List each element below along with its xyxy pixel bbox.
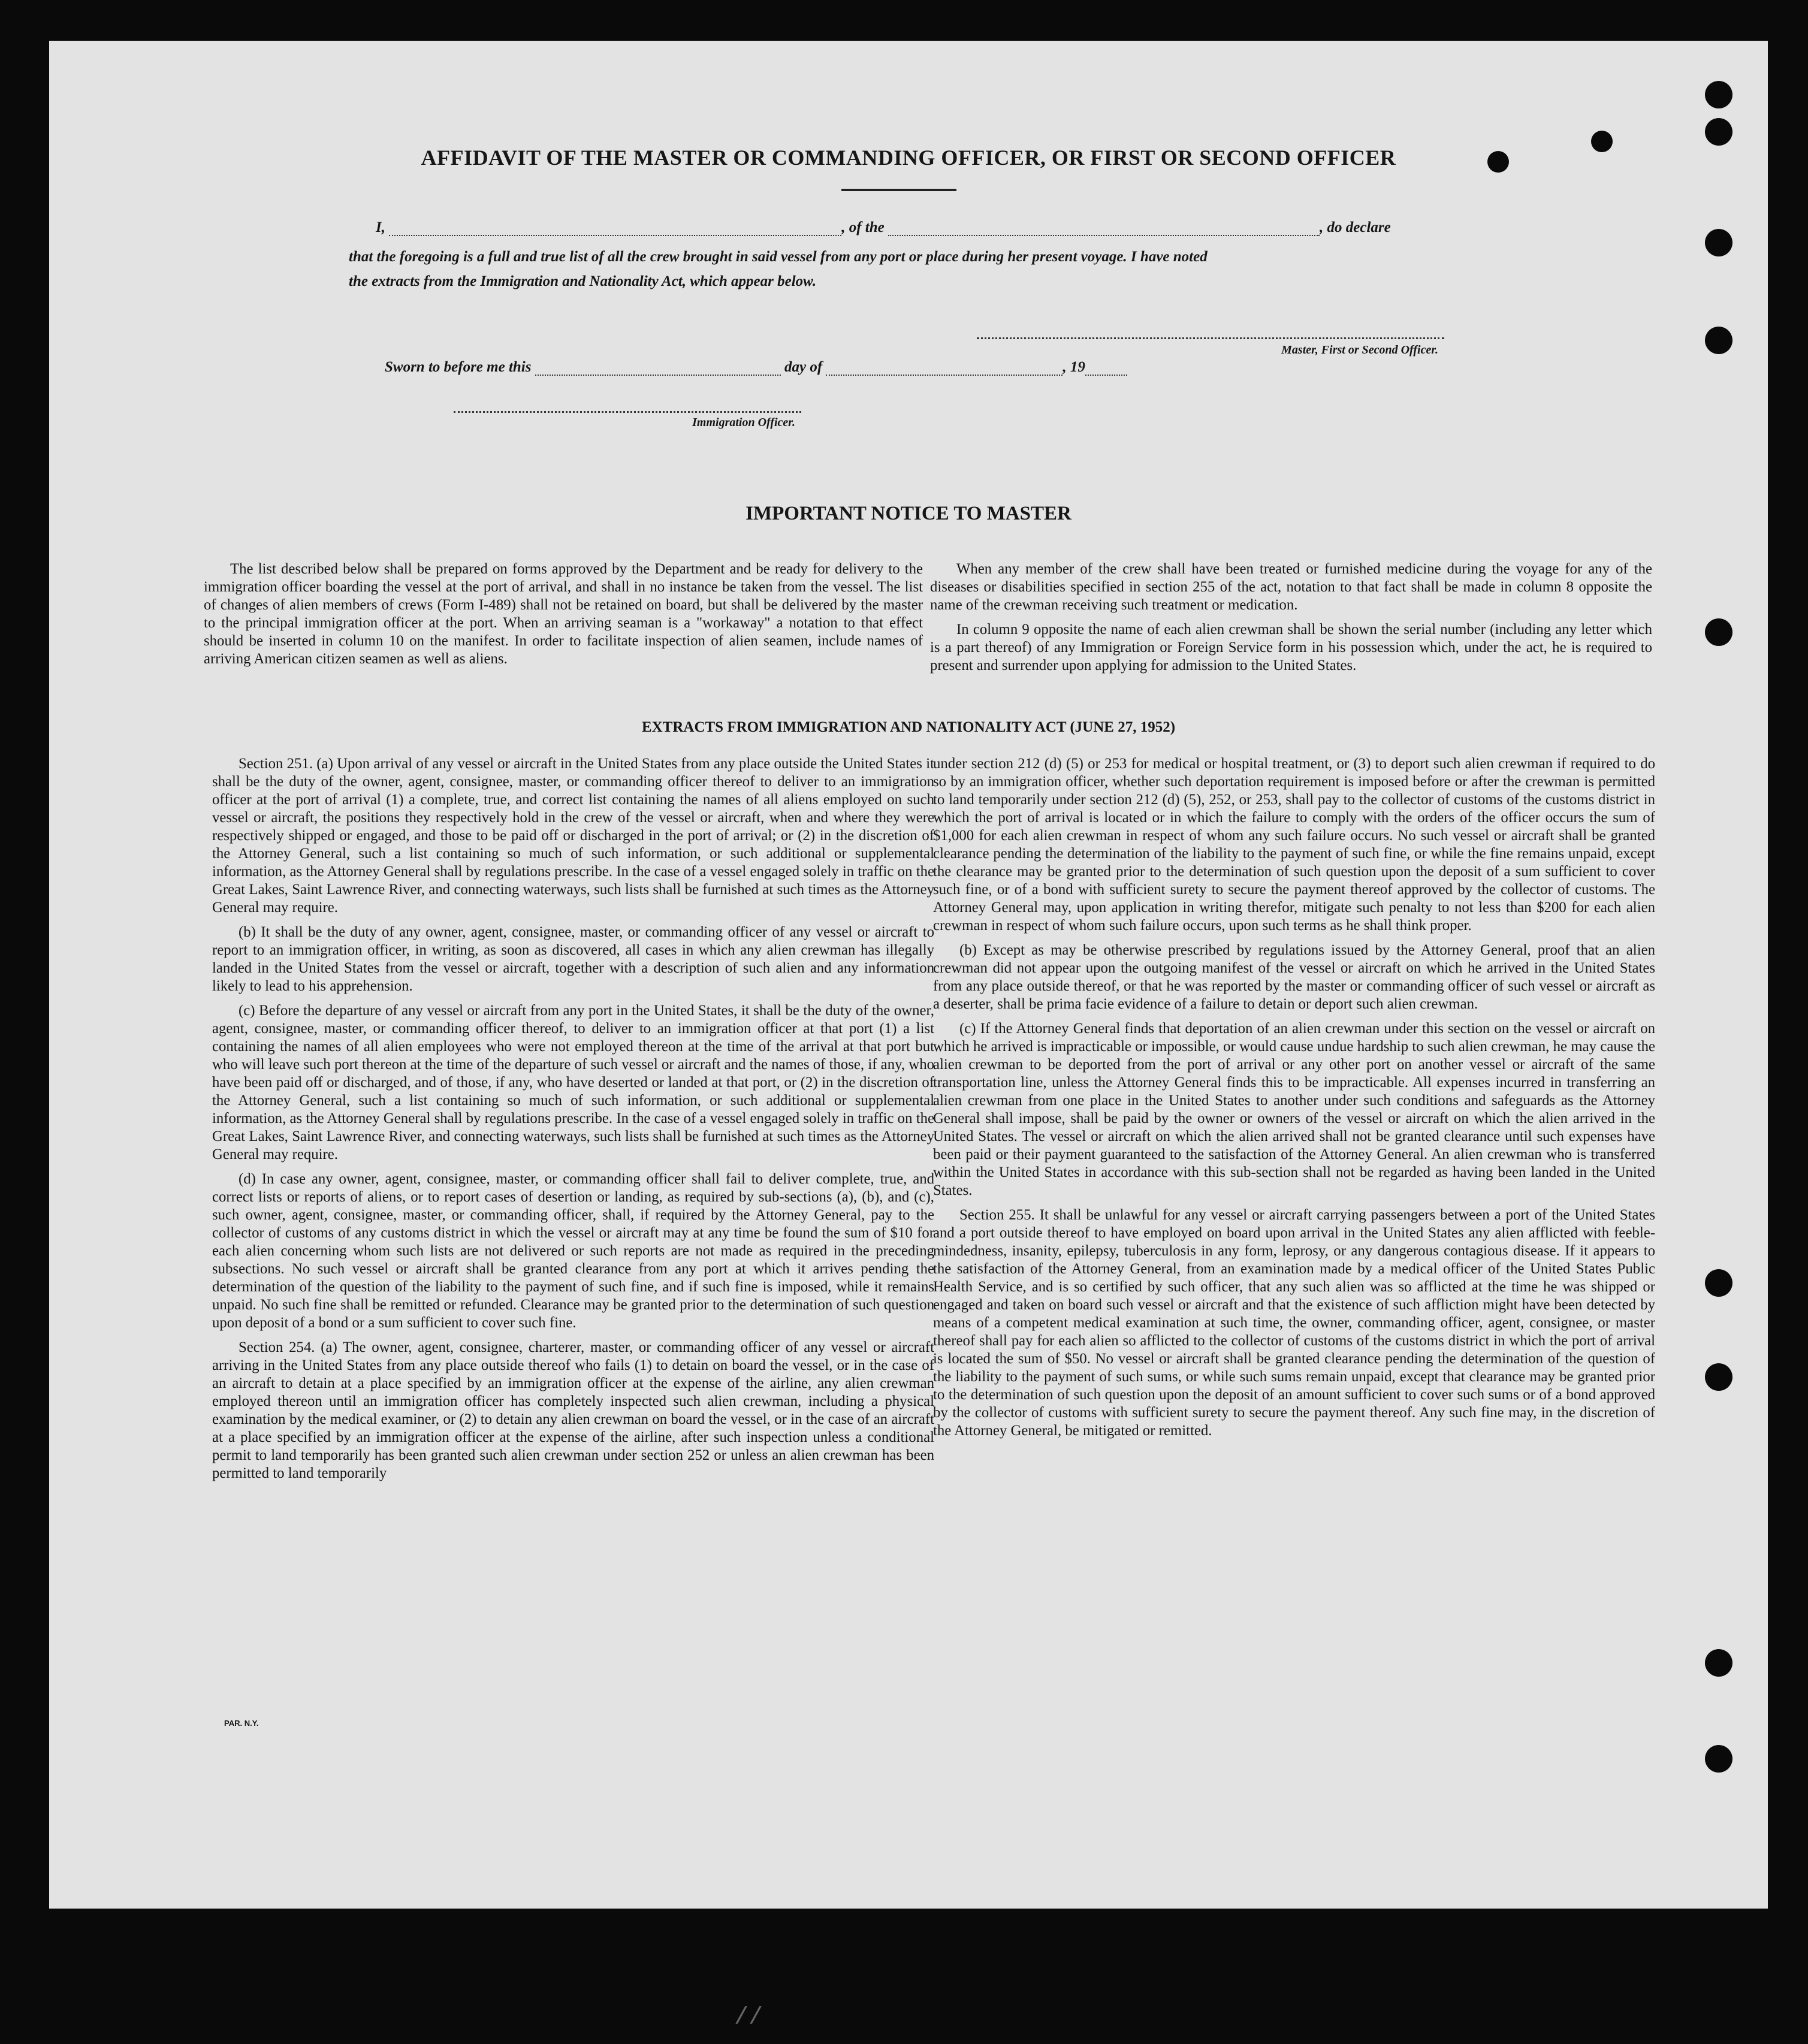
binder-hole — [1705, 1745, 1732, 1773]
notice-right-paragraph: When any member of the crew shall have been treated or furnished medicine during the voyage for any of the diseases or disabilities specified in section 255 of the act, notation to that fact shall be made in column 8 opposite the name of the crewman receiving such treatment or medication. — [930, 561, 1652, 613]
vessel-name-field[interactable] — [888, 221, 1320, 236]
sworn-year-field[interactable] — [1085, 360, 1127, 376]
declaration-line-2: that the foregoing is a full and true list of all the crew brought in said vessel from any port or place during her present voyage. I have noted — [349, 249, 1208, 265]
extract-paragraph: (c) Before the departure of any vessel or aircraft from any port in the United States, it shall be the duty of the owner, agent, consignee, master, or commanding officer thereof, to deliver to an immigration officer at that port (1) a list containing the names of all alien employees who were not employed thereon at the time of the arrival at that port but who will leave such port thereon at the time of the departure of such vessel or aircraft and the names of those, if any, who have been paid off or discharged, and of those, if any, who have deserted or landed at that port, or (2) in the discretion of the Attorney General, such a list containing so much of such information, or such additional or supplemental information, as the Attorney General shall by regulations prescribe. In the case of a vessel engaged solely in traffic on the Great Lakes, Saint Lawrence River, and connecting waterways, such lists shall be furnished at such times as the Attorney General may require. — [212, 1003, 934, 1163]
declaration-of-the: , of the — [841, 219, 885, 236]
extract-paragraph: Section 255. It shall be unlawful for any vessel or aircraft carrying passengers between a port of the United States and a port outside thereof to have employed on board upon arrival in the United States any alien afflicted with feeble-mindedness, insanity, epilepsy, tuberculosis in any form, leprosy, or any dangerous contagious disease. If it appears to the satisfaction of the Attorney General, from an examination made by a medical officer of the United States Public Health Service, and is so certified by such officer, that any such alien was so afflicted at the time he was shipped or engaged and taken on board such vessel or aircraft and that the existence of such affliction might have been detected by means of a competent medical examination at such time, the owner, commanding officer, agent, consignee, or master thereof shall pay for each alien so afflicted to the collector of customs of the customs district in which the port of arrival is located the sum of $50. No vessel or aircraft shall be granted clearance pending the determination of the question of the liability to the payment of such sums, or while such sums remain unpaid, except that clearance may be granted prior to the determination of such question upon the deposit of an amount sufficient to cover such sums or of a bond approved by the collector of customs with sufficient surety to secure the payment thereof. Any such fine may, in the discretion of the Attorney General, be mitigated or remitted. — [933, 1207, 1655, 1439]
extract-paragraph: Section 254. (a) The owner, agent, consignee, charterer, master, or commanding officer of any vessel or aircraft arriving in the United States from any place outside thereof who fails (1) to detain on board the vessel, or in the case of an aircraft to detain at a place specified by an immigration officer at the expense of the airline, any alien crewman employed thereon until an immigration officer has completely inspected such alien crewman, including a physical examination by the medical examiner, or (2) to detain any alien crewman on board the vessel, or in the case of an aircraft at a place specified by an immigration officer at the expense of the airline, after such inspection unless a conditional permit to land temporarily has been granted such alien crewman under section 252 or unless an alien crewman has been permitted to land temporarily — [212, 1339, 934, 1481]
binder-hole — [1705, 81, 1732, 108]
extract-paragraph: under section 212 (d) (5) or 253 for medical or hospital treatment, or (3) to deport such alien crewman if required to do so by an immigration officer, whether such deportation requirement is imposed before or after the crewman is permitted to land temporarily under section 212 (d) (5), 252, or 253, shall pay to the collector of customs of the customs district in which the port of arrival is located or in which the failure to comply with the orders of the officer occurs the sum of $1,000 for each alien crewman in respect of whom any such failure occurs. No such vessel or aircraft shall be granted clearance pending the determination of the liability to the payment of such fine, or while the fine remains unpaid, except the clearance may be granted prior to the determination of such question upon the deposit of a sum sufficient to cover such fine, or of a bond with sufficient surety to secure the payment thereof approved by the collector of customs. The Attorney General may, upon application in writing therefor, mitigate such penalty to not less than $200 for each alien crewman in respect of whom such failure occurs, upon such terms as he shall think proper. — [933, 756, 1655, 934]
printer-mark: PAR. N.Y. — [224, 1719, 259, 1728]
binder-hole — [1705, 1363, 1732, 1391]
notice-right-column — [930, 560, 1652, 681]
form-page — [49, 41, 1768, 1909]
extract-paragraph: (d) In case any owner, agent, consignee, master, or commanding officer shall fail to deliver complete, true, and correct lists or reports of aliens, or to report cases of desertion or landing, as required by sub-sections (a), (b), and (c), such owner, agent, consignee, master, or commanding officer, shall, if required by the Attorney General, pay to the collector of customs of any customs district in which the vessel or aircraft may at any time be found the sum of $10 for each alien concerning whom such lists are not delivered or such reports are not made as required in the preceding subsections. No such vessel or aircraft shall be granted clearance from any port at which it arrives pending the determination of the question of the liability to the payment of such fine, and if such fine is imposed, while it remains unpaid. No such fine shall be remitted or refunded. Clearance may be granted prior to the determination of such question upon deposit of a bond or a sum sufficient to cover such fine. — [212, 1171, 934, 1331]
sworn-day-of: day of — [784, 359, 823, 375]
sworn-prefix: Sworn to before me this — [385, 359, 532, 375]
binder-hole — [1705, 1269, 1732, 1297]
declaration-line-1 — [376, 219, 1502, 236]
extract-paragraph: (b) It shall be the duty of any owner, agent, consignee, master, or commanding officer of any vessel or aircraft to report to an immigration officer, in writing, as soon as discovered, all cases in which any alien crewman has illegally landed in the United States from the vessel or aircraft, together with a description of such alien and any information likely to lead to his apprehension. — [212, 924, 934, 994]
extracts-right-column — [933, 755, 1655, 1447]
sworn-line — [385, 359, 1224, 376]
officer-signature-line[interactable] — [454, 411, 801, 413]
declarant-name-field[interactable] — [389, 221, 841, 236]
notice-left-paragraph: The list described below shall be prepared on forms approved by the Department and be ready for delivery to the immigration officer boarding the vessel at the port of arrival, and shall in no instance be taken from the vessel. The list of changes of alien members of crews (Form I-489) shall not be retained on board, but shall be delivered by the master to the principal immigration officer at the port. When an arriving seaman is a "workaway" a notation to that effect should be inserted in column 10 on the manifest. In order to facilitate inspection of alien seamen, include names of arriving American citizen seamen as well as aliens. — [204, 561, 923, 667]
master-signature-label: Master, First or Second Officer. — [1281, 343, 1438, 357]
extracts-left-column — [212, 755, 934, 1489]
binder-hole — [1705, 618, 1732, 646]
extract-paragraph: (c) If the Attorney General finds that deportation of an alien crewman under this section on the vessel or aircraft on which he arrived is impracticable or impossible, or would cause undue hardship to such alien crewman, he may cause the alien crewman to be deported from the port of arrival or any other port on another vessel or aircraft of the same transportation line, unless the Attorney General finds this to be impracticable. All expenses incurred in transferring an alien crewman from one place in the United States to another under such conditions and safeguards as the Attorney General shall impose, shall be paid by the owner or owners of the vessel or aircraft on which the alien arrived in the United States. The vessel or aircraft on which the alien arrived shall not be granted clearance until such expenses have been paid or their payment guaranteed to the satisfaction of the Attorney General. An alien crewman who is transferred within the United States in accordance with this sub-section shall not be regarded as having been landed in the United States. — [933, 1021, 1655, 1198]
bottom-mark: // — [734, 2004, 763, 2031]
binder-hole — [1705, 229, 1732, 256]
declaration-line-3: the extracts from the Immigration and Nationality Act, which appear below. — [349, 273, 817, 289]
binder-hole — [1705, 1649, 1732, 1677]
declaration-do-declare: , do declare — [1320, 219, 1391, 236]
officer-signature-label: Immigration Officer. — [692, 416, 795, 429]
master-signature-line[interactable] — [977, 337, 1444, 339]
binder-hole — [1591, 131, 1613, 152]
extract-paragraph: Section 251. (a) Upon arrival of any vessel or aircraft in the United States from any place outside the United States it shall be the duty of the owner, agent, consignee, master, or commanding officer thereof to deliver to an immigration officer at the port of arrival (1) a complete, true, and correct list containing the names of all aliens employed on such vessel or aircraft, the positions they respectively hold in the crew of the vessel or aircraft, when and where they were respectively shipped or engaged, and those to be paid off or discharged in the port of arrival; or (2) in the discretion of the Attorney General, such a list containing so much of such information, or such additional or supplemental information, as the Attorney General shall by regulations prescribe. In the case of a vessel engaged solely in traffic on the Great Lakes, Saint Lawrence River, and connecting waterways, such lists shall be furnished at such times as the Attorney General may require. — [212, 756, 934, 916]
title-underline — [841, 189, 956, 191]
sworn-day-field[interactable] — [535, 360, 781, 376]
sworn-month-field[interactable] — [826, 360, 1063, 376]
binder-hole — [1705, 327, 1732, 354]
notice-right-paragraph: In column 9 opposite the name of each alien crewman shall be shown the serial number (including any letter which is a part thereof) of any Immigration or Foreign Service form in his possession which, under the act, he is required to present and surrender upon applying for admission to the United States. — [930, 621, 1652, 674]
extract-paragraph: (b) Except as may be otherwise prescribed by regulations issued by the Attorney General, proof that an alien crewman did not appear upon the outgoing manifest of the vessel or aircraft on which he arrived in the United States from any place outside thereof, or that he was reported by the master or commanding officer of such vessel or aircraft as a deserter, shall be prima facie evidence of a failure to detain or deport such alien crewman. — [933, 942, 1655, 1012]
binder-hole — [1487, 151, 1509, 173]
affidavit-title: AFFIDAVIT OF THE MASTER OR COMMANDING OFFICER, OR FIRST OR SECOND OFFICER — [421, 146, 1396, 170]
notice-heading: IMPORTANT NOTICE TO MASTER — [745, 503, 1071, 524]
declaration-i: I, — [376, 219, 385, 236]
sworn-year-prefix: , 19 — [1063, 359, 1085, 375]
notice-left-column — [204, 560, 923, 675]
binder-hole — [1705, 118, 1732, 146]
extracts-heading: EXTRACTS FROM IMMIGRATION AND NATIONALITY ACT (JUNE 27, 1952) — [641, 719, 1176, 735]
